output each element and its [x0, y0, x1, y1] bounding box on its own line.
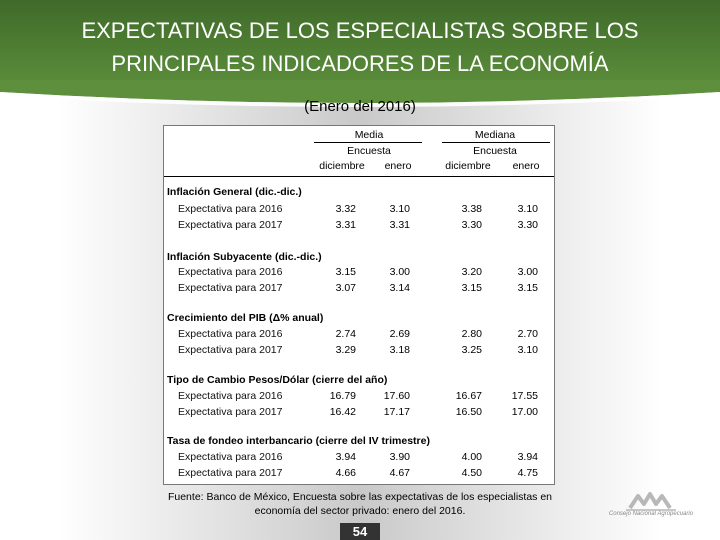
header-bottom-rule [164, 176, 554, 177]
table-cell: 3.38 [461, 203, 482, 215]
table-cell: 2.80 [461, 328, 482, 340]
table-cell: 17.55 [511, 390, 538, 402]
section-title: Inflación Subyacente (dic.-dic.) [167, 251, 322, 263]
table-cell: 3.31 [335, 219, 356, 231]
table-cell: 16.79 [329, 390, 356, 402]
table-cell: 2.70 [517, 328, 538, 340]
table-cell: 3.94 [335, 451, 356, 463]
row-label: Expectativa para 2017 [178, 406, 283, 418]
table-cell: 17.00 [511, 406, 538, 418]
table-cell: 3.30 [517, 219, 538, 231]
table-cell: 4.50 [461, 467, 482, 479]
col-header: enero [512, 160, 540, 172]
table-cell: 3.32 [335, 203, 356, 215]
group-header-media: Media [354, 129, 384, 141]
header-rule [442, 142, 550, 143]
col-header: diciembre [445, 160, 491, 172]
row-label: Expectativa para 2017 [178, 467, 283, 479]
row-label: Expectativa para 2017 [178, 219, 283, 231]
section-title: Inflación General (dic.-dic.) [167, 186, 302, 198]
table-cell: 17.17 [383, 406, 410, 418]
table-cell: 3.25 [461, 344, 482, 356]
section-title: Tasa de fondeo interbancario (cierre del IV trimestre) [167, 435, 430, 447]
table-cell: 4.67 [389, 467, 410, 479]
page-number: 54 [340, 523, 380, 540]
table-cell: 3.15 [335, 266, 356, 278]
table-cell: 3.20 [461, 266, 482, 278]
table-cell: 16.50 [455, 406, 482, 418]
sub-header-encuesta: Encuesta [473, 145, 517, 157]
table-cell: 3.29 [335, 344, 356, 356]
table-cell: 3.15 [517, 282, 538, 294]
table-cell: 3.00 [389, 266, 410, 278]
sub-header-encuesta: Encuesta [347, 145, 391, 157]
source-note-line-1: Fuente: Banco de México, Encuesta sobre las expectativas de los especialistas en [167, 491, 553, 503]
section-title: Tipo de Cambio Pesos/Dólar (cierre del año) [167, 374, 388, 386]
row-label: Expectativa para 2016 [178, 266, 283, 278]
table-cell: 3.94 [517, 451, 538, 463]
title-banner [0, 0, 720, 92]
table-cell: 3.31 [389, 219, 410, 231]
row-label: Expectativa para 2016 [178, 203, 283, 215]
col-header: enero [384, 160, 412, 172]
table-cell: 3.15 [461, 282, 482, 294]
table-cell: 3.90 [389, 451, 410, 463]
header-rule [314, 142, 422, 143]
col-header: diciembre [319, 160, 365, 172]
table-cell: 3.00 [517, 266, 538, 278]
expectations-table [163, 125, 555, 485]
slide-title-line-2: PRINCIPALES INDICADORES DE LA ECONOMÍA [111, 51, 609, 76]
table-cell: 3.10 [389, 203, 410, 215]
table-cell: 3.18 [389, 344, 410, 356]
row-label: Expectativa para 2016 [178, 451, 283, 463]
slide-title-line-1: EXPECTATIVAS DE LOS ESPECIALISTAS SOBRE LOS [81, 18, 639, 43]
row-label: Expectativa para 2017 [178, 344, 283, 356]
row-label: Expectativa para 2016 [178, 328, 283, 340]
section-title: Crecimiento del PIB (Δ% anual) [167, 312, 324, 324]
table-cell: 4.00 [461, 451, 482, 463]
table-cell: 3.10 [517, 203, 538, 215]
table-cell: 3.14 [389, 282, 410, 294]
row-label: Expectativa para 2017 [178, 282, 283, 294]
source-note-line-2: economía del sector privado: enero del 2016. [254, 505, 466, 517]
table-cell: 17.60 [383, 390, 410, 402]
table-cell: 3.30 [461, 219, 482, 231]
table-cell: 4.66 [335, 467, 356, 479]
row-label: Expectativa para 2016 [178, 390, 283, 402]
table-cell: 4.75 [517, 467, 538, 479]
table-cell: 2.74 [335, 328, 356, 340]
table-cell: 16.67 [455, 390, 482, 402]
slide-subtitle: (Enero del 2016) [304, 98, 416, 115]
source-note [150, 490, 570, 518]
table-cell: 3.07 [335, 282, 356, 294]
slide-title [10, 14, 710, 80]
table-cell: 3.10 [517, 344, 538, 356]
table-cell: 16.42 [329, 406, 356, 418]
table-cell: 2.69 [389, 328, 410, 340]
group-header-mediana: Mediana [474, 129, 516, 141]
logo-caption: Consejo Nacional Agropecuario [608, 511, 694, 517]
